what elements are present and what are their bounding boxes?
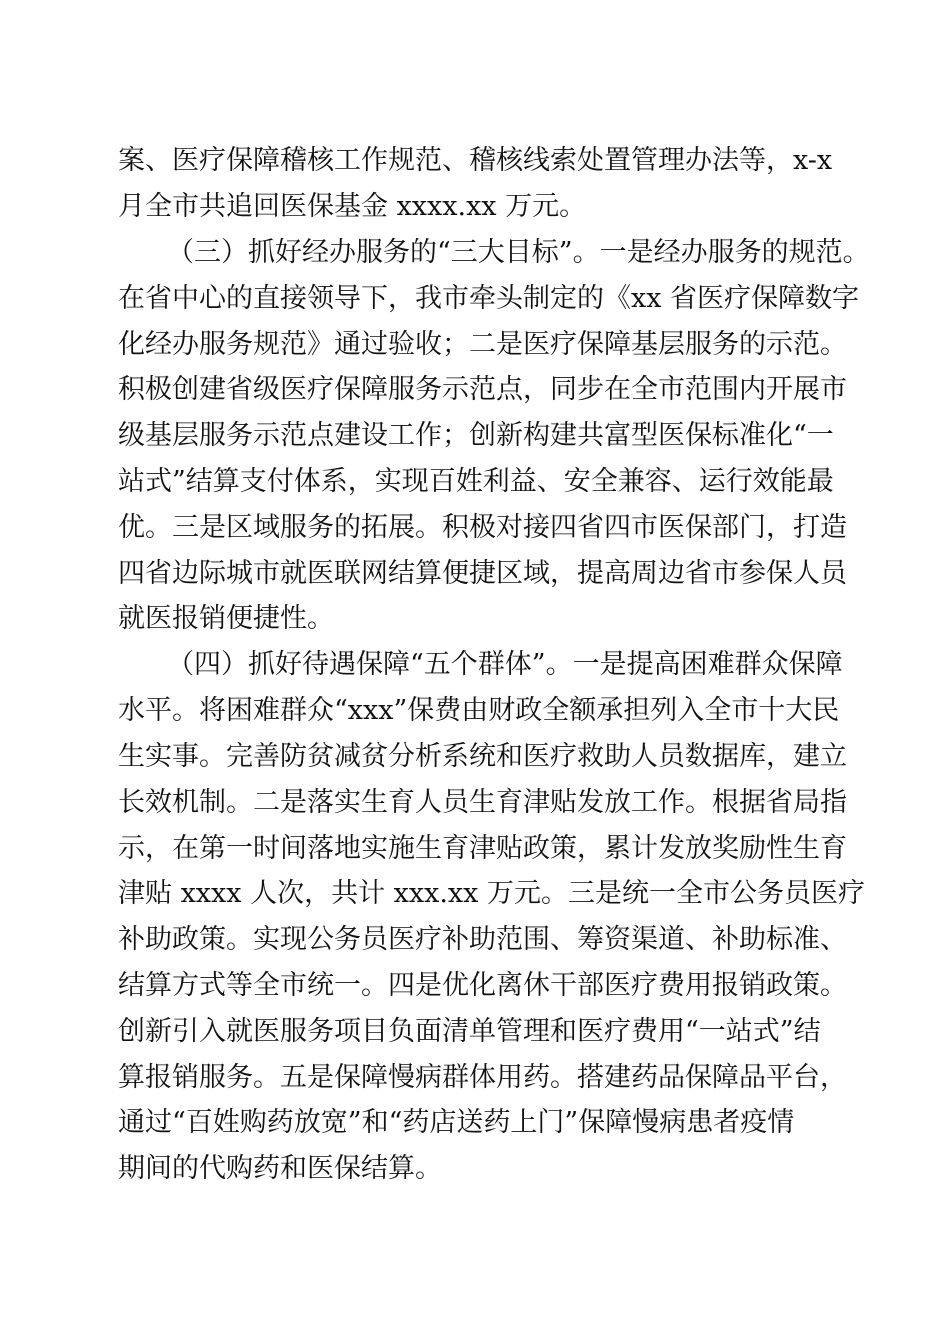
text-line: 算报销服务。五是保障慢病群体用药。搭建药品保障品平台，: [118, 1062, 847, 1093]
text-line: 通过“百姓购药放宽”和“药店送药上门”保障慢病患者疫情: [118, 1107, 795, 1138]
text-line: 长效机制。二是落实生育人员生育津贴发放工作。根据省局指: [118, 787, 847, 818]
text-line: 案、医疗保障稽核工作规范、稽核线索处置管理办法等，x-x: [118, 145, 833, 176]
section-three-heading-line: （三）抓好经办服务的“三大目标”。一是经办服务的规范。: [167, 237, 870, 268]
text-line: 积极创建省级医疗保障服务示范点，同步在全市范围内开展市: [118, 374, 847, 405]
text-line: 补助政策。实现公务员医疗补助范围、筹资渠道、补助标准、: [118, 924, 847, 955]
text-line: 级基层服务示范点建设工作；创新构建共富型医保标准化“一: [118, 420, 834, 451]
text-line: 优。三是区域服务的拓展。积极对接四省四市医保部门，打造: [118, 512, 847, 543]
text-line: 站式”结算支付体系，实现百姓利益、安全兼容、运行效能最: [118, 466, 834, 497]
text-line: 创新引入就医服务项目负面清单管理和医疗费用“一站式”结: [118, 1016, 821, 1047]
text-line: 水平。将困难群众“xxx”保费由财政全额承担列入全市十大民: [118, 695, 840, 726]
text-line: 就医报销便捷性。: [118, 603, 334, 634]
text-line: 生实事。完善防贫减贫分析系统和医疗救助人员数据库，建立: [118, 741, 847, 772]
text-line: 在省中心的直接领导下，我市牵头制定的《xx 省医疗保障数字: [118, 283, 860, 314]
text-line: 化经办服务规范》通过验收；二是医疗保障基层服务的示范。: [118, 329, 847, 360]
text-line: 月全市共追回医保基金 xxxx.xx 万元。: [118, 191, 587, 222]
text-line: 结算方式等全市统一。四是优化离休干部医疗费用报销政策。: [118, 970, 847, 1001]
text-line: 期间的代购药和医保结算。: [118, 1153, 442, 1184]
section-four-heading-line: （四）抓好待遇保障“五个群体”。一是提高困难群众保障: [167, 649, 843, 680]
text-line: 津贴 xxxx 人次，共计 xxx.xx 万元。三是统一全市公务员医疗: [118, 878, 865, 909]
text-line: 示，在第一时间落地实施生育津贴政策，累计发放奖励性生育: [118, 833, 847, 864]
text-line: 四省边际城市就医联网结算便捷区域，提高周边省市参保人员: [118, 558, 847, 589]
